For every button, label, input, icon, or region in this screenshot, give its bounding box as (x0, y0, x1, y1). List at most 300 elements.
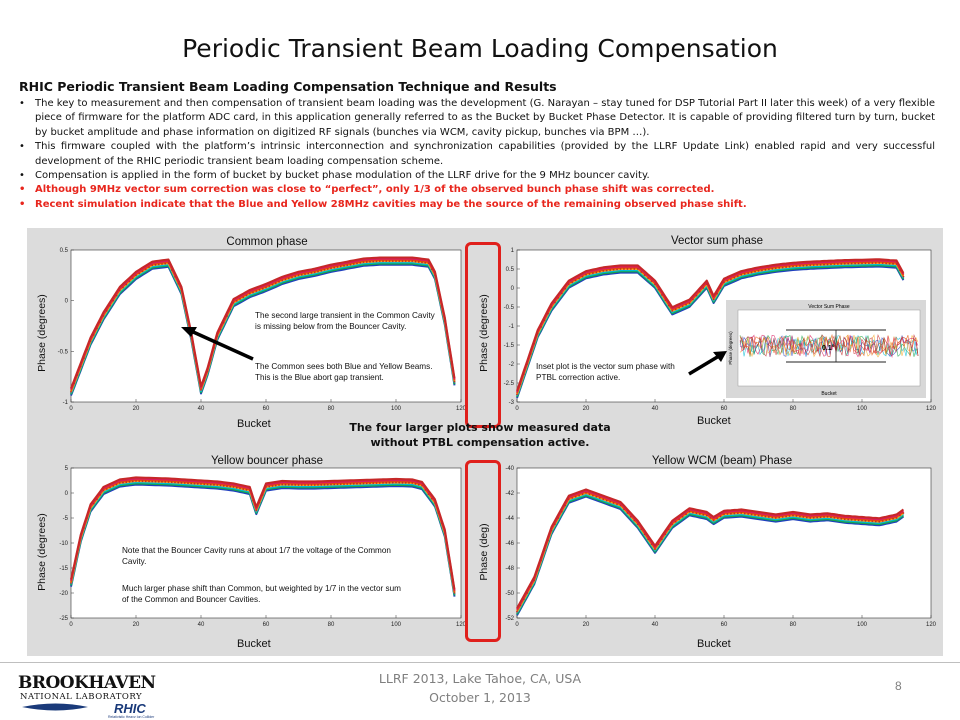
data-point (278, 484, 280, 486)
data-point (135, 480, 137, 482)
data-point (771, 517, 773, 519)
data-point (262, 494, 264, 496)
data-point (441, 522, 443, 524)
data-point (668, 305, 670, 307)
data-point (389, 482, 391, 484)
data-point (158, 481, 160, 483)
data-point (899, 515, 901, 517)
data-point (275, 485, 277, 487)
plot-title-vector-sum: Vector sum phase (670, 235, 764, 247)
data-point (411, 260, 413, 262)
data-point (70, 582, 72, 584)
data-point (740, 512, 742, 514)
data-point (737, 275, 739, 277)
data-point (255, 510, 257, 512)
x-tick-label: 80 (327, 406, 335, 412)
data-point (350, 264, 352, 266)
footer-divider (0, 662, 960, 663)
data-point (327, 268, 329, 270)
data-point (623, 268, 625, 270)
data-point (112, 300, 114, 302)
data-point (792, 265, 794, 267)
data-point (561, 511, 563, 513)
y-axis-label-vector-sum: Phase (degrees) (478, 294, 490, 372)
data-point (526, 592, 528, 594)
data-point (871, 520, 873, 522)
data-point (249, 490, 251, 492)
data-point (301, 274, 303, 276)
data-point (366, 261, 368, 263)
data-point (294, 275, 296, 277)
data-point (699, 513, 701, 515)
data-point (647, 538, 649, 540)
data-point (547, 540, 549, 542)
data-point (363, 261, 365, 263)
data-point (516, 611, 518, 613)
data-point (265, 287, 267, 289)
data-point (640, 271, 642, 273)
data-point (155, 264, 157, 266)
data-point (109, 487, 111, 489)
data-point (865, 262, 867, 264)
y-tick-label: -46 (505, 541, 514, 547)
data-point (161, 481, 163, 483)
data-point (207, 371, 209, 373)
data-point (83, 357, 85, 359)
data-point (575, 496, 577, 498)
data-point (727, 280, 729, 282)
data-point (816, 517, 818, 519)
data-point (236, 487, 238, 489)
data-point (320, 270, 322, 272)
y-axis-highlight-wcm (465, 460, 501, 642)
svg-text:Relativistic Heavy Ion Collide: Relativistic Heavy Ion Collider (108, 715, 155, 718)
data-point (671, 310, 673, 312)
data-point (796, 515, 798, 517)
data-point (730, 278, 732, 280)
data-point (333, 267, 335, 269)
data-point (675, 521, 677, 523)
x-axis-label-vector-sum: Bucket (697, 415, 731, 427)
y-tick-label: -50 (505, 591, 514, 597)
data-point (585, 492, 587, 494)
data-point (119, 482, 121, 484)
data-point (834, 517, 836, 519)
data-point (751, 514, 753, 516)
data-point (778, 267, 780, 269)
data-point (592, 272, 594, 274)
data-point (806, 265, 808, 267)
plot-title-common: Common phase (226, 236, 308, 248)
data-point (337, 483, 339, 485)
data-point (671, 523, 673, 525)
data-point (758, 270, 760, 272)
data-point (627, 512, 629, 514)
data-point (77, 552, 79, 554)
data-point (164, 263, 166, 265)
data-point (184, 305, 186, 307)
data-point (398, 260, 400, 262)
data-point (609, 269, 611, 271)
x-tick-label: 20 (582, 622, 590, 628)
data-point (758, 515, 760, 517)
data-point (754, 514, 756, 516)
data-point (359, 483, 361, 485)
yellow-wcm-phase-plot (485, 464, 937, 634)
y-tick-label: -2 (508, 362, 514, 368)
data-point (304, 484, 306, 486)
data-point (827, 516, 829, 518)
data-point (372, 261, 374, 263)
data-point (854, 519, 856, 521)
data-point (122, 482, 124, 484)
x-tick-label: 100 (856, 622, 868, 628)
data-point (651, 543, 653, 545)
data-point (713, 520, 715, 522)
data-point (854, 263, 856, 265)
data-point (190, 483, 192, 485)
data-point (398, 482, 400, 484)
section-subtitle: RHIC Periodic Transient Beam Loading Compensation Technique and Results (19, 79, 557, 94)
data-point (346, 264, 348, 266)
x-tick-label: 0 (515, 406, 519, 412)
data-point (823, 264, 825, 266)
data-point (882, 520, 884, 522)
data-point (109, 305, 111, 307)
data-point (689, 511, 691, 513)
x-tick-label: 120 (455, 406, 467, 412)
data-point (408, 482, 410, 484)
x-tick-label: 80 (789, 406, 797, 412)
data-point (526, 363, 528, 365)
data-point (785, 516, 787, 518)
data-point (651, 280, 653, 282)
data-point (564, 288, 566, 290)
data-point (606, 500, 608, 502)
data-point (744, 273, 746, 275)
x-tick-label: 20 (132, 622, 140, 628)
data-point (530, 353, 532, 355)
data-point (813, 264, 815, 266)
data-point (317, 484, 319, 486)
plot-title-bouncer: Yellow bouncer phase (210, 455, 324, 467)
y-tick-label: -0.5 (503, 305, 514, 311)
data-point (768, 268, 770, 270)
data-point (768, 516, 770, 518)
data-point (226, 315, 228, 317)
y-tick-label: -1.5 (503, 343, 514, 349)
data-point (630, 268, 632, 270)
x-tick-label: 120 (925, 406, 937, 412)
data-point (599, 271, 601, 273)
x-tick-label: 0 (69, 622, 73, 628)
data-point (437, 290, 439, 292)
data-point (733, 277, 735, 279)
data-point (820, 516, 822, 518)
data-point (421, 485, 423, 487)
data-point (197, 371, 199, 373)
data-point (554, 523, 556, 525)
y-tick-label: -25 (59, 616, 68, 622)
data-point (885, 519, 887, 521)
data-point (868, 262, 870, 264)
data-point (385, 260, 387, 262)
data-point (620, 505, 622, 507)
y-tick-label: -44 (505, 516, 514, 522)
data-point (834, 263, 836, 265)
data-point (382, 482, 384, 484)
x-tick-label: 0 (515, 622, 519, 628)
data-point (428, 493, 430, 495)
data-point (630, 516, 632, 518)
data-point (592, 495, 594, 497)
data-point (661, 294, 663, 296)
data-point (820, 264, 822, 266)
data-point (775, 267, 777, 269)
data-point (291, 484, 293, 486)
data-point (294, 484, 296, 486)
data-point (851, 519, 853, 521)
data-point (685, 304, 687, 306)
data-point (878, 521, 880, 523)
arrow-to-common-transient (177, 323, 257, 363)
data-point (551, 530, 553, 532)
data-point (415, 483, 417, 485)
data-point (661, 538, 663, 540)
data-point (346, 483, 348, 485)
data-point (802, 265, 804, 267)
data-point (168, 481, 170, 483)
data-point (434, 502, 436, 504)
data-point (689, 302, 691, 304)
data-point (441, 305, 443, 307)
data-point (578, 495, 580, 497)
data-point (252, 291, 254, 293)
bullet-item-highlight: • Recent simulation indicate that the Blue and Yellow 28MHz cavities may be the source of the remaining observed phase shift. (19, 198, 935, 212)
data-point (444, 532, 446, 534)
data-point (551, 306, 553, 308)
data-point (613, 269, 615, 271)
data-point (314, 271, 316, 273)
y-tick-label: 5 (64, 466, 68, 472)
data-point (197, 483, 199, 485)
data-point (830, 263, 832, 265)
data-point (589, 273, 591, 275)
data-point (402, 260, 404, 262)
data-point (871, 262, 873, 264)
data-point (203, 483, 205, 485)
data-point (255, 290, 257, 292)
data-point (86, 517, 88, 519)
data-point (540, 560, 542, 562)
data-point (668, 528, 670, 530)
x-tick-label: 40 (197, 622, 205, 628)
data-point (229, 486, 231, 488)
data-point (654, 283, 656, 285)
data-point (761, 515, 763, 517)
data-point (369, 261, 371, 263)
data-point (340, 266, 342, 268)
arrow-to-inset (687, 348, 729, 378)
data-point (366, 483, 368, 485)
data-point (161, 263, 163, 265)
data-point (353, 483, 355, 485)
data-point (792, 515, 794, 517)
common-note-missing-transient: The second large transient in the Common Cavity is missing below from the Bouncer Cavity. (255, 311, 435, 331)
data-point (122, 287, 124, 289)
data-point (623, 508, 625, 510)
y-tick-label: -2.5 (503, 381, 514, 387)
y-axis-label-wcm: Phase (deg) (478, 523, 490, 581)
data-point (226, 485, 228, 487)
data-point (740, 274, 742, 276)
data-point (878, 262, 880, 264)
y-tick-label: -42 (505, 491, 514, 497)
data-point (298, 484, 300, 486)
data-point (73, 567, 75, 569)
data-point (285, 484, 287, 486)
data-point (744, 513, 746, 515)
y-tick-label: -20 (59, 591, 68, 597)
data-point (537, 570, 539, 572)
data-point (80, 366, 82, 368)
y-tick-label: -1 (508, 324, 514, 330)
data-point (613, 502, 615, 504)
data-point (337, 266, 339, 268)
data-point (242, 296, 244, 298)
data-point (229, 308, 231, 310)
footer-conference (330, 669, 630, 707)
data-point (389, 260, 391, 262)
x-tick-label: 100 (390, 622, 402, 628)
bullet-list (19, 97, 935, 212)
data-point (324, 484, 326, 486)
data-point (444, 320, 446, 322)
data-point (392, 482, 394, 484)
data-point (376, 260, 378, 262)
data-point (285, 278, 287, 280)
data-point (379, 260, 381, 262)
data-point (692, 299, 694, 301)
data-point (106, 310, 108, 312)
y-tick-label: 0.5 (59, 248, 68, 254)
data-point (148, 266, 150, 268)
data-point (372, 482, 374, 484)
data-point (200, 389, 202, 391)
data-point (865, 520, 867, 522)
data-point (281, 280, 283, 282)
data-point (892, 518, 894, 520)
data-point (259, 502, 261, 504)
data-point (132, 277, 134, 279)
x-tick-label: 120 (925, 622, 937, 628)
data-point (428, 262, 430, 264)
data-point (561, 292, 563, 294)
data-point (903, 512, 905, 514)
data-point (858, 519, 860, 521)
data-point (138, 480, 140, 482)
data-point (311, 272, 313, 274)
y-tick-label: 0.5 (505, 267, 514, 273)
x-tick-label: 120 (455, 622, 467, 628)
data-point (392, 260, 394, 262)
data-point (174, 276, 176, 278)
data-point (520, 605, 522, 607)
data-point (125, 481, 127, 483)
data-point (778, 517, 780, 519)
data-point (537, 333, 539, 335)
x-tick-label: 40 (651, 622, 659, 628)
inset-title: Vector Sum Phase (808, 304, 850, 310)
data-point (148, 481, 150, 483)
data-point (395, 482, 397, 484)
data-point (242, 488, 244, 490)
data-point (858, 262, 860, 264)
data-point (875, 262, 877, 264)
data-point (177, 283, 179, 285)
data-point (402, 482, 404, 484)
data-point (709, 291, 711, 293)
data-point (585, 274, 587, 276)
data-point (145, 268, 147, 270)
data-point (709, 517, 711, 519)
y-tick-label: 0 (510, 286, 514, 292)
data-point (203, 380, 205, 382)
data-point (129, 481, 131, 483)
data-point (702, 514, 704, 516)
data-point (868, 520, 870, 522)
data-point (454, 592, 456, 594)
data-point (333, 484, 335, 486)
x-axis-label-bouncer: Bucket (237, 638, 271, 650)
data-point (151, 481, 153, 483)
data-point (837, 263, 839, 265)
data-point (132, 481, 134, 483)
data-point (789, 515, 791, 517)
data-point (268, 486, 270, 488)
data-point (602, 270, 604, 272)
data-point (540, 326, 542, 328)
x-tick-label: 60 (262, 406, 270, 412)
x-tick-label: 100 (856, 406, 868, 412)
data-point (145, 480, 147, 482)
data-point (447, 552, 449, 554)
data-point (595, 272, 597, 274)
data-point (582, 276, 584, 278)
data-point (233, 486, 235, 488)
data-point (637, 523, 639, 525)
data-point (96, 328, 98, 330)
data-point (77, 374, 79, 376)
data-point (356, 483, 358, 485)
data-point (633, 520, 635, 522)
x-tick-label: 20 (582, 406, 590, 412)
data-point (644, 533, 646, 535)
data-point (720, 287, 722, 289)
data-point (775, 517, 777, 519)
data-point (816, 264, 818, 266)
data-point (809, 517, 811, 519)
data-point (187, 482, 189, 484)
data-point (314, 484, 316, 486)
data-point (675, 308, 677, 310)
x-tick-label: 0 (69, 406, 73, 412)
data-point (544, 550, 546, 552)
slide-title: Periodic Transient Beam Loading Compensation (182, 34, 778, 63)
data-point (262, 288, 264, 290)
data-point (376, 482, 378, 484)
x-tick-label: 20 (132, 406, 140, 412)
